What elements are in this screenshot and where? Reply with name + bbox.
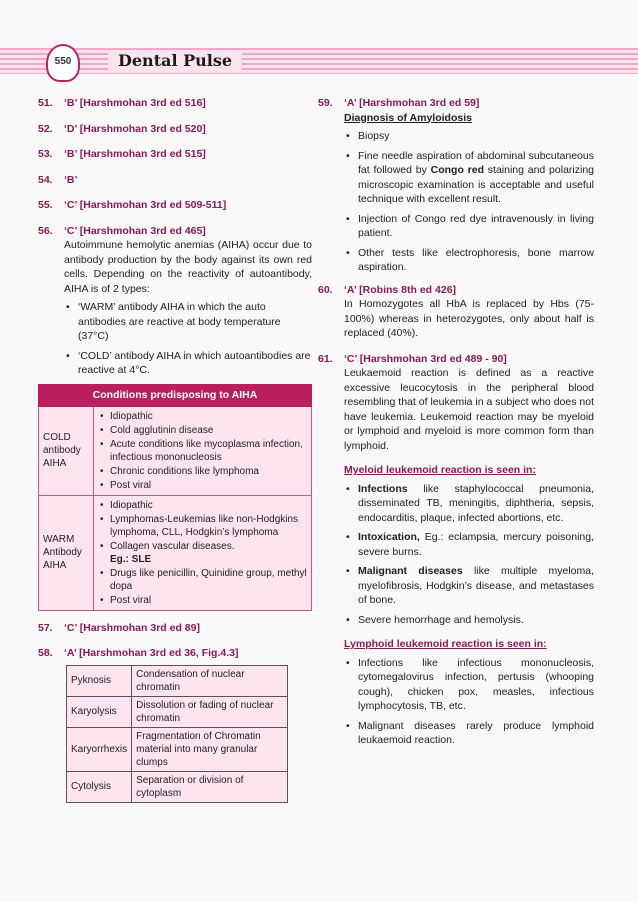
tooth-page-number-badge <box>46 44 80 82</box>
list-item: • Malignant diseases rarely produce lymphoid leukaemoid reaction. <box>358 719 594 748</box>
bold-text: Congo red <box>430 164 484 176</box>
warm-conditions <box>94 495 312 610</box>
answer-reference: ‘C’ [Harshmohan 3rd ed 489 - 90] <box>344 352 507 365</box>
brand-title <box>108 50 242 72</box>
list-item: • Other tests like electrophoresis, bone marrow aspiration. <box>358 246 594 275</box>
answer-number: 51. <box>38 97 53 109</box>
answer-number: 59. <box>318 97 333 109</box>
table-cell-desc: Dissolution or fading of nuclear chromatin <box>132 696 288 727</box>
list-item: • Biopsy <box>358 129 594 144</box>
answer-57 <box>38 621 312 636</box>
answer-55 <box>38 198 312 213</box>
leukemoid-paragraph: Leukaemoid reaction is defined as a reactive excessive leucocytosis in the peripheral blood resembling that of leukemia in a subject who does not have leukemia. Leukemoid reaction may be myeloid or lymphoid and myeloid is more common form than lymphoid. <box>344 367 594 452</box>
table-row <box>67 727 288 771</box>
answer-number: 52. <box>38 122 53 135</box>
list-item: • Lymphomas-Leukemias like non-Hodgkins lymphoma, CLL, Hodgkin’s lymphoma <box>110 513 307 539</box>
bold-text: Malignant diseases <box>358 565 463 577</box>
text: like staphylococcal pneumonia, disseminated TB, meningitis, diphtheria, sepsis, endocarditis, plaque, infected abortions, etc. <box>358 482 594 524</box>
table-cell-desc: Separation or division of cytoplasm <box>132 771 288 802</box>
bold-text: Infections <box>358 482 408 495</box>
answer-59 <box>318 96 594 275</box>
answer-reference: ‘B’ [Harshmohan 3rd ed 516] <box>64 97 206 109</box>
list-item <box>358 564 594 608</box>
answer-reference: ‘C’ [Harshmohan 3rd ed 509-511] <box>64 199 227 211</box>
answer-reference: ‘C’ [Harshmohan 3rd ed 465] <box>64 224 206 237</box>
list-item: • Infections like infectious mononucleosis, cytomegalovirus infection, pertusis (whooping cough), chicken pox, measles, infectious lymphocytosis, TB, etc. <box>358 656 594 714</box>
answer-reference: ‘A’ [Harshmohan 3rd ed 59] <box>344 97 480 109</box>
warm-antibody-label: WARM Antibody AIHA <box>39 495 94 610</box>
list-item-text: Collagen vascular diseases. <box>110 540 235 552</box>
list-item: • Post viral <box>110 594 307 607</box>
answer-number: 60. <box>318 283 333 296</box>
list-item: • Chronic conditions like lymphoma <box>110 465 307 478</box>
answer-reference: ‘B’ <box>64 173 78 186</box>
table-title: Conditions predisposing to AIHA <box>39 384 312 406</box>
table-cell-term: Pyknosis <box>67 665 132 696</box>
table-cell-term: Cytolysis <box>67 771 132 802</box>
brand-text: Dental Pulse <box>118 51 233 70</box>
list-item: • Idiopathic <box>110 499 307 512</box>
answer-reference: ‘A’ [Robins 8th ed 426] <box>344 283 457 296</box>
myeloid-list <box>344 482 594 628</box>
answer-53 <box>38 147 312 162</box>
list-item: • Injection of Congo red dye intravenously in living patient. <box>358 212 594 241</box>
answer-58 <box>38 646 312 661</box>
text: Eg.: eclampsia, mercury poisoning, severe burns. <box>358 531 594 558</box>
answer-number: 53. <box>38 148 53 160</box>
list-item: • Severe hemorrhage and hemolysis. <box>358 613 594 628</box>
amyloidosis-list <box>344 129 594 275</box>
header-stripes <box>0 48 638 74</box>
cold-conditions <box>94 406 312 495</box>
table-row <box>67 771 288 802</box>
answer-number: 61. <box>318 352 333 365</box>
answer-number: 58. <box>38 647 53 659</box>
text: staining and polarizing microscopic examination is acceptable and useful technique with excellent result. <box>358 164 594 205</box>
list-item <box>358 149 594 207</box>
answer-number: 55. <box>38 199 53 211</box>
page-number: 550 <box>54 56 72 67</box>
aiha-conditions-table <box>38 384 312 611</box>
answer-number: 56. <box>38 224 53 237</box>
lymphoid-heading: Lymphoid leukemoid reaction is seen in: <box>344 638 547 650</box>
aiha-paragraph: Autoimmune hemolytic anemias (AIHA) occur due to antibody production by the body against its own red cells. Depending on the reactivity of autoantibody, AIHA is of 2 types: <box>64 239 312 295</box>
answer-reference: ‘D’ [Harshmohan 3rd ed 520] <box>64 122 206 135</box>
table-cell-term: Karyorrhexis <box>67 727 132 771</box>
myeloid-heading: Myeloid leukemoid reaction is seen in: <box>344 464 536 476</box>
answer-54 <box>38 173 312 188</box>
list-item: • Idiopathic <box>110 410 307 423</box>
answer-61 <box>318 352 594 748</box>
table-row <box>67 696 288 727</box>
list-item: • Acute conditions like mycoplasma infection, infectious mononucleosis <box>110 438 307 464</box>
cold-antibody-label: COLD antibody AIHA <box>39 406 94 495</box>
list-item: • Cold agglutinin disease <box>110 424 307 437</box>
text: Fine needle aspiration of abdominal subcutaneous fat followed by <box>358 149 594 176</box>
answer-60 <box>318 283 594 341</box>
list-item: • Drugs like penicillin, Quinidine group, methyl dopa <box>110 567 307 593</box>
table-cell-term: Karyolysis <box>67 696 132 727</box>
answer-52 <box>38 122 312 137</box>
amyloidosis-heading: Diagnosis of Amyloidosis <box>344 111 472 124</box>
list-item: • ‘COLD’ antibody AIHA in which autoantibodies are reactive at 4°C. <box>78 349 312 378</box>
lymphoid-list <box>344 656 594 748</box>
table-cell-desc: Fragmentation of Chromatin material into many granular clumps <box>132 727 288 771</box>
list-item <box>358 530 594 559</box>
right-column <box>318 96 594 759</box>
table-cell-desc: Condensation of nuclear chromatin <box>132 665 288 696</box>
answer-number: 54. <box>38 173 53 186</box>
hbs-paragraph: In Homozygotes all HbA is replaced by Hbs (75-100%) whereas in heterozygotes, only about half is replaced (40%). <box>344 298 594 339</box>
list-item <box>110 540 307 566</box>
answer-reference: ‘A’ [Harshmohan 3rd ed 36, Fig.4.3] <box>64 647 239 659</box>
answer-reference: ‘B’ [Harshmohan 3rd ed 515] <box>64 148 206 160</box>
answer-56 <box>38 224 312 378</box>
answer-number: 57. <box>38 621 53 634</box>
list-item <box>358 482 594 526</box>
bold-text: Intoxication, <box>358 531 420 543</box>
list-item: • Post viral <box>110 479 307 492</box>
left-column <box>38 96 312 803</box>
table-row <box>67 665 288 696</box>
page-header <box>0 44 638 78</box>
cell-death-table <box>66 665 288 803</box>
list-item: • ‘WARM’ antibody AIHA in which the auto antibodies are reactive at body temperature (37°C) <box>78 300 312 344</box>
answer-reference: ‘C’ [Harshmohan 3rd ed 89] <box>64 621 200 634</box>
aiha-types-list <box>64 300 312 378</box>
answer-51 <box>38 96 312 111</box>
example-text: Eg.: SLE <box>110 553 152 565</box>
text: like multiple myeloma, myelofibrosis, Hodgkin’s disease, and metastases of bone. <box>358 565 594 606</box>
